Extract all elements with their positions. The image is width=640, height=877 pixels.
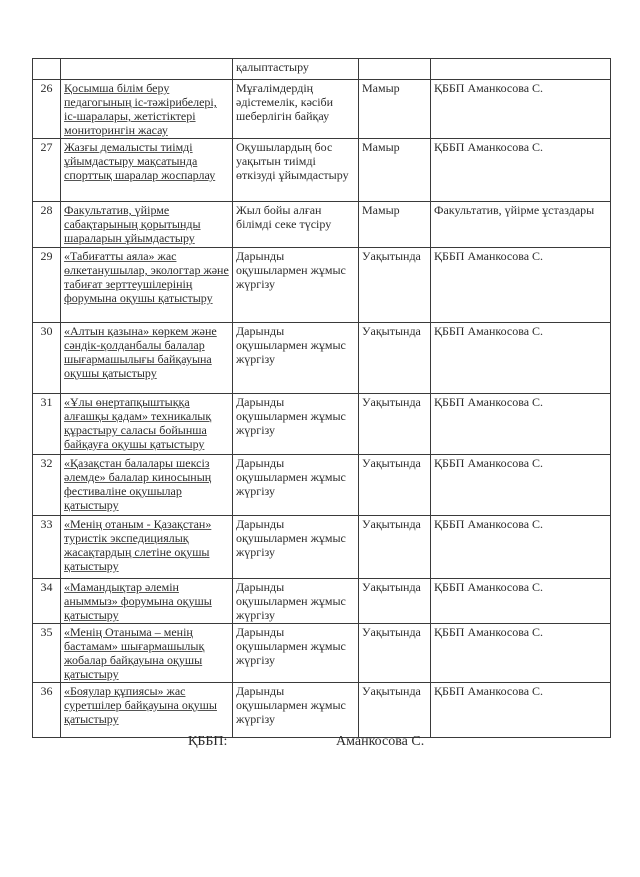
content-cell: Дарынды оқушылармен жұмыс жүргізу xyxy=(233,394,359,455)
row-number: 33 xyxy=(33,516,61,579)
row-number xyxy=(33,59,61,80)
row-number: 32 xyxy=(33,455,61,516)
plan-table-body xyxy=(33,59,611,738)
responsible-cell: ҚББП Аманкосова С. xyxy=(431,323,611,394)
date-cell: Мамыр xyxy=(359,80,431,139)
activity-cell xyxy=(61,59,233,80)
table-row xyxy=(33,624,611,683)
activity-cell: «Қазақстан балалары шексіз әлемде» балалар киносының фестиваліне оқушылар қатыстыру xyxy=(61,455,233,516)
responsible-cell: ҚББП Аманкосова С. xyxy=(431,248,611,323)
row-number: 36 xyxy=(33,683,61,738)
table-row xyxy=(33,394,611,455)
content-cell: Оқушылардың бос уақытын тиімді өткізуді ұйымдастыру xyxy=(233,139,359,202)
date-cell: Уақытында xyxy=(359,683,431,738)
content-cell: Дарынды оқушылармен жұмыс жүргізу xyxy=(233,683,359,738)
row-number: 34 xyxy=(33,579,61,624)
date-cell: Уақытында xyxy=(359,579,431,624)
activity-cell: «Бояулар құпиясы» жас суретшілер байқауына оқушы қатыстыру xyxy=(61,683,233,738)
activity-cell: «Табиғатты аяла» жас өлкетанушылар, экологтар және табиғат зерттеушілерінің форумына оқушы қатыстыру xyxy=(61,248,233,323)
activity-cell: «Менің Отаныма – менің бастамам» шығармашылық жобалар байқауына оқушы қатыстыру xyxy=(61,624,233,683)
responsible-cell xyxy=(431,59,611,80)
activity-cell: Қосымша білім беру педагогының іс-тәжірибелері, іс-шаралары, жетістіктері мониторингін жасау xyxy=(61,80,233,139)
date-cell: Уақытында xyxy=(359,394,431,455)
row-number: 31 xyxy=(33,394,61,455)
table-row xyxy=(33,323,611,394)
row-number: 28 xyxy=(33,202,61,248)
activity-cell: «Ұлы өнертапқыштыққа алғашқы қадам» техникалық құрастыру саласы бойынша байқауға оқушы қатыстыру xyxy=(61,394,233,455)
responsible-cell: ҚББП Аманкосова С. xyxy=(431,80,611,139)
date-cell: Уақытында xyxy=(359,323,431,394)
activity-cell: Факультатив, үйірме сабақтарының қорытынды шараларын ұйымдастыру xyxy=(61,202,233,248)
row-number: 35 xyxy=(33,624,61,683)
responsible-cell: ҚББП Аманкосова С. xyxy=(431,624,611,683)
table-row xyxy=(33,139,611,202)
content-cell: Мұғалімдердің әдістемелік, кәсіби шеберлігін байқау xyxy=(233,80,359,139)
responsible-cell: ҚББП Аманкосова С. xyxy=(431,455,611,516)
date-cell: Мамыр xyxy=(359,139,431,202)
date-cell: Уақытында xyxy=(359,624,431,683)
responsible-cell: Факультатив, үйірме ұстаздары xyxy=(431,202,611,248)
signature-name: Аманкосова С. xyxy=(336,734,425,749)
responsible-cell: ҚББП Аманкосова С. xyxy=(431,139,611,202)
table-row xyxy=(33,202,611,248)
signature-label: ҚББП: xyxy=(188,734,228,749)
content-cell: Жыл бойы алған білімді секе түсіру xyxy=(233,202,359,248)
content-cell: Дарынды оқушылармен жұмыс жүргізу xyxy=(233,579,359,624)
content-cell: Дарынды оқушылармен жұмыс жүргізу xyxy=(233,624,359,683)
row-number: 30 xyxy=(33,323,61,394)
table-row xyxy=(33,455,611,516)
activity-cell: «Алтын қазына» көркем және сәндік-қолданбалы балалар шығармашылығы байқауына оқушы қатыстыру xyxy=(61,323,233,394)
table-row xyxy=(33,59,611,80)
row-number: 26 xyxy=(33,80,61,139)
table-row xyxy=(33,579,611,624)
activity-cell: «Мамандықтар әлемін аныммыз» форумына оқушы қатыстыру xyxy=(61,579,233,624)
table-row xyxy=(33,683,611,738)
date-cell: Уақытында xyxy=(359,455,431,516)
responsible-cell: ҚББП Аманкосова С. xyxy=(431,683,611,738)
date-cell: Уақытында xyxy=(359,248,431,323)
table-row xyxy=(33,80,611,139)
row-number: 29 xyxy=(33,248,61,323)
table-row xyxy=(33,516,611,579)
date-cell: Уақытында xyxy=(359,516,431,579)
row-number: 27 xyxy=(33,139,61,202)
activity-cell: Жазғы демалысты тиімді ұйымдастыру мақсатында спорттық шаралар жоспарлау xyxy=(61,139,233,202)
plan-table xyxy=(32,58,611,738)
content-cell: Дарынды оқушылармен жұмыс жүргізу xyxy=(233,323,359,394)
responsible-cell: ҚББП Аманкосова С. xyxy=(431,579,611,624)
activity-cell: «Менің отаным - Қазақстан» туристік экспедициялық жасақтардың слетіне оқушы қатыстыру xyxy=(61,516,233,579)
responsible-cell: ҚББП Аманкосова С. xyxy=(431,516,611,579)
responsible-cell: ҚББП Аманкосова С. xyxy=(431,394,611,455)
date-cell: Мамыр xyxy=(359,202,431,248)
date-cell xyxy=(359,59,431,80)
table-row xyxy=(33,248,611,323)
content-cell: қалыптастыру xyxy=(233,59,359,80)
content-cell: Дарынды оқушылармен жұмыс жүргізу xyxy=(233,516,359,579)
content-cell: Дарынды оқушылармен жұмыс жүргізу xyxy=(233,455,359,516)
content-cell: Дарынды оқушылармен жұмыс жүргізу xyxy=(233,248,359,323)
